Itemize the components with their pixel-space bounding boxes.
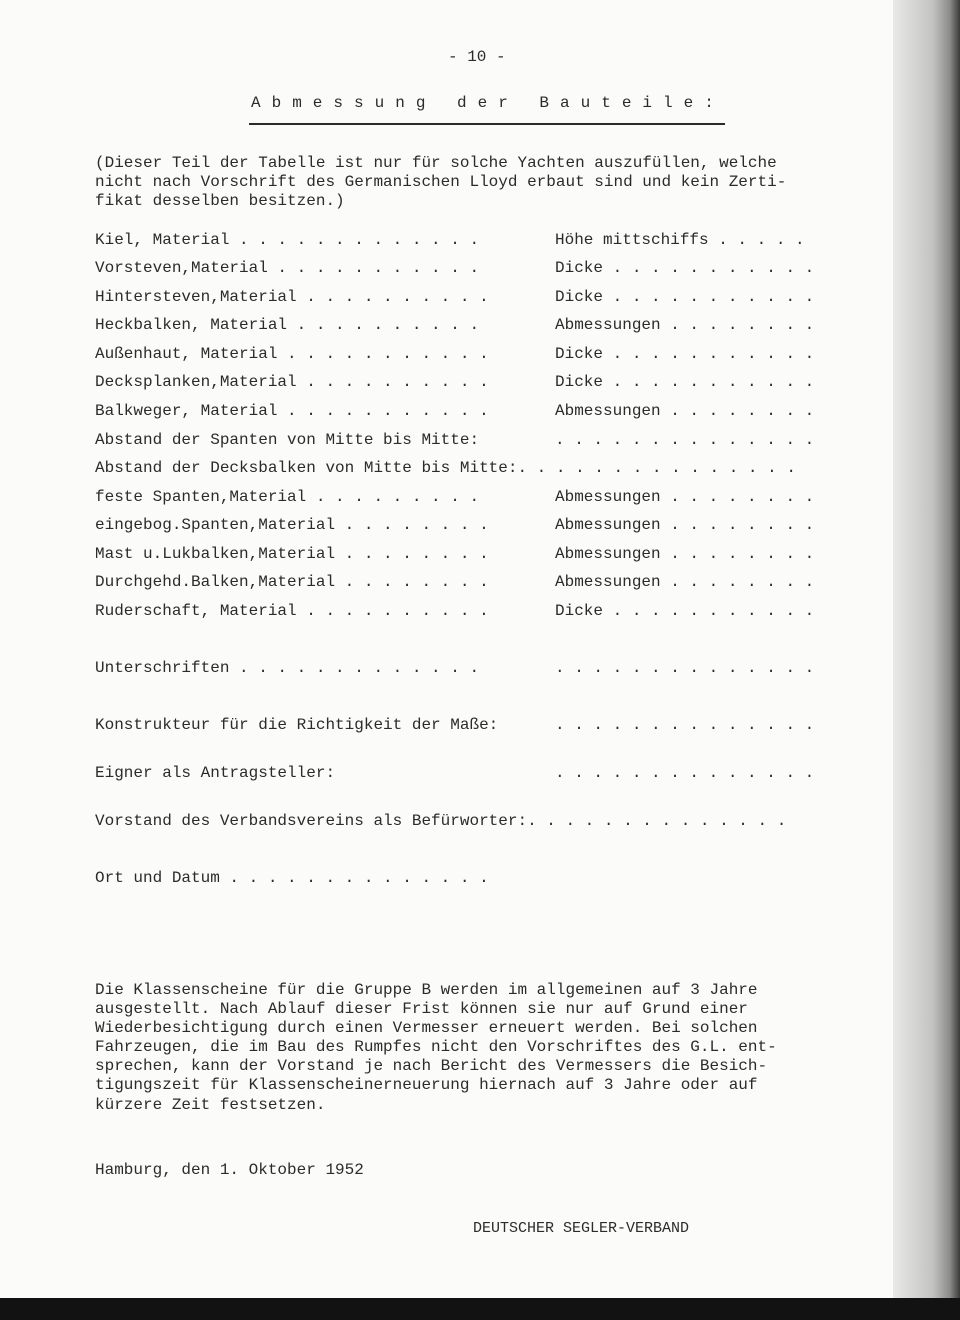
field-label: Abmessungen . . . . . . . . bbox=[555, 573, 815, 591]
field-label: Dicke . . . . . . . . . . . bbox=[555, 288, 815, 306]
table-row bbox=[95, 459, 796, 479]
field-label: Abstand der Decksbalken von Mitte bis Mitte:. . . . . . . . . . . . . . . bbox=[95, 459, 796, 477]
issuer-signature: DEUTSCHER SEGLER-VERBAND bbox=[473, 1220, 690, 1237]
table-row bbox=[95, 231, 805, 251]
field-label: Abmessungen . . . . . . . . bbox=[555, 316, 815, 334]
page-number: - 10 - bbox=[448, 48, 506, 66]
field-label: Abmessungen . . . . . . . . bbox=[555, 545, 815, 563]
signature-line bbox=[95, 764, 815, 784]
field-label: Außenhaut, Material . . . . . . . . . . . bbox=[95, 345, 489, 363]
table-row bbox=[95, 573, 815, 593]
field-label: Dicke . . . . . . . . . . . bbox=[555, 345, 815, 363]
table-row bbox=[95, 316, 815, 336]
signature-label: Konstrukteur für die Richtigkeit der Maße: bbox=[95, 716, 499, 734]
heading-underline bbox=[249, 123, 725, 125]
signature-dots: . . . . . . . . . . . . . . bbox=[555, 716, 815, 734]
field-label: Mast u.Lukbalken,Material . . . . . . . . bbox=[95, 545, 489, 563]
field-label: Abmessungen . . . . . . . . bbox=[555, 402, 815, 420]
field-label: Abmessungen . . . . . . . . bbox=[555, 516, 815, 534]
signature-label: Ort und Datum . . . . . . . . . . . . . . bbox=[95, 869, 489, 887]
signature-line bbox=[95, 716, 815, 736]
scan-right-edge bbox=[893, 0, 960, 1298]
field-label: feste Spanten,Material . . . . . . . . . bbox=[95, 488, 480, 506]
field-label: Heckbalken, Material . . . . . . . . . . bbox=[95, 316, 480, 334]
signature-line bbox=[95, 869, 489, 889]
field-label: Decksplanken,Material . . . . . . . . . . bbox=[95, 373, 489, 391]
field-label: Kiel, Material . . . . . . . . . . . . . bbox=[95, 231, 480, 249]
table-row bbox=[95, 431, 815, 451]
table-row bbox=[95, 516, 815, 536]
signature-label: Unterschriften . . . . . . . . . . . . . bbox=[95, 659, 480, 677]
table-row bbox=[95, 545, 815, 565]
table-row bbox=[95, 488, 815, 508]
field-label: Dicke . . . . . . . . . . . bbox=[555, 373, 815, 391]
signature-line bbox=[95, 812, 787, 832]
field-label: eingebog.Spanten,Material . . . . . . . . bbox=[95, 516, 489, 534]
scan-bottom-edge bbox=[0, 1298, 960, 1320]
field-label: Vorsteven,Material . . . . . . . . . . . bbox=[95, 259, 480, 277]
field-label: Hintersteven,Material . . . . . . . . . . bbox=[95, 288, 489, 306]
field-label: . . . . . . . . . . . . . . bbox=[555, 431, 815, 449]
signature-line bbox=[95, 659, 815, 679]
field-label: Dicke . . . . . . . . . . . bbox=[555, 602, 815, 620]
field-label: Abmessungen . . . . . . . . bbox=[555, 488, 815, 506]
field-label: Ruderschaft, Material . . . . . . . . . . bbox=[95, 602, 489, 620]
table-row bbox=[95, 345, 815, 365]
section-heading: Abmessung der Bauteile: bbox=[251, 94, 725, 112]
intro-paragraph: (Dieser Teil der Tabelle ist nur für solche Yachten auszufüllen, welche nicht nach Vorschrift des Germanischen Lloyd erbaut sind und kein Zerti- fikat desselben besitzen.) bbox=[95, 154, 787, 210]
signature-label: Eigner als Antragsteller: bbox=[95, 764, 336, 782]
table-row bbox=[95, 259, 815, 279]
table-row bbox=[95, 373, 815, 393]
classification-clause: Die Klassenscheine für die Gruppe B werden im allgemeinen auf 3 Jahre ausgestellt. Nach Ablauf dieser Frist können sie nur auf Grund einer Wiederbesichtigung durch einen Vermesser erneuert werden. Bei solchen Fahrzeugen, die im Bau des Rumpfes nicht den Vorschriftes des G.L. ent- sprechen, kann der Vorstand je nach Bericht des Vermessers die Besich- tigungszeit für Klassenscheinerneuerung hiernach auf 3 Jahre oder auf kürzere Zeit festsetzen. bbox=[95, 981, 777, 1114]
table-row bbox=[95, 288, 815, 308]
table-row bbox=[95, 402, 815, 422]
signature-dots: . . . . . . . . . . . . . . bbox=[555, 764, 815, 782]
field-label: Höhe mittschiffs . . . . . bbox=[555, 231, 805, 249]
signature-dots: . . . . . . . . . . . . . . bbox=[555, 659, 815, 677]
field-label: Dicke . . . . . . . . . . . bbox=[555, 259, 815, 277]
field-label: Abstand der Spanten von Mitte bis Mitte: bbox=[95, 431, 480, 449]
field-label: Durchgehd.Balken,Material . . . . . . . . bbox=[95, 573, 489, 591]
place-date-line: Hamburg, den 1. Oktober 1952 bbox=[95, 1161, 364, 1179]
field-label: Balkweger, Material . . . . . . . . . . . bbox=[95, 402, 489, 420]
table-row bbox=[95, 602, 815, 622]
signature-label: Vorstand des Verbandsvereins als Befürworter:. . . . . . . . . . . . . . bbox=[95, 812, 787, 830]
